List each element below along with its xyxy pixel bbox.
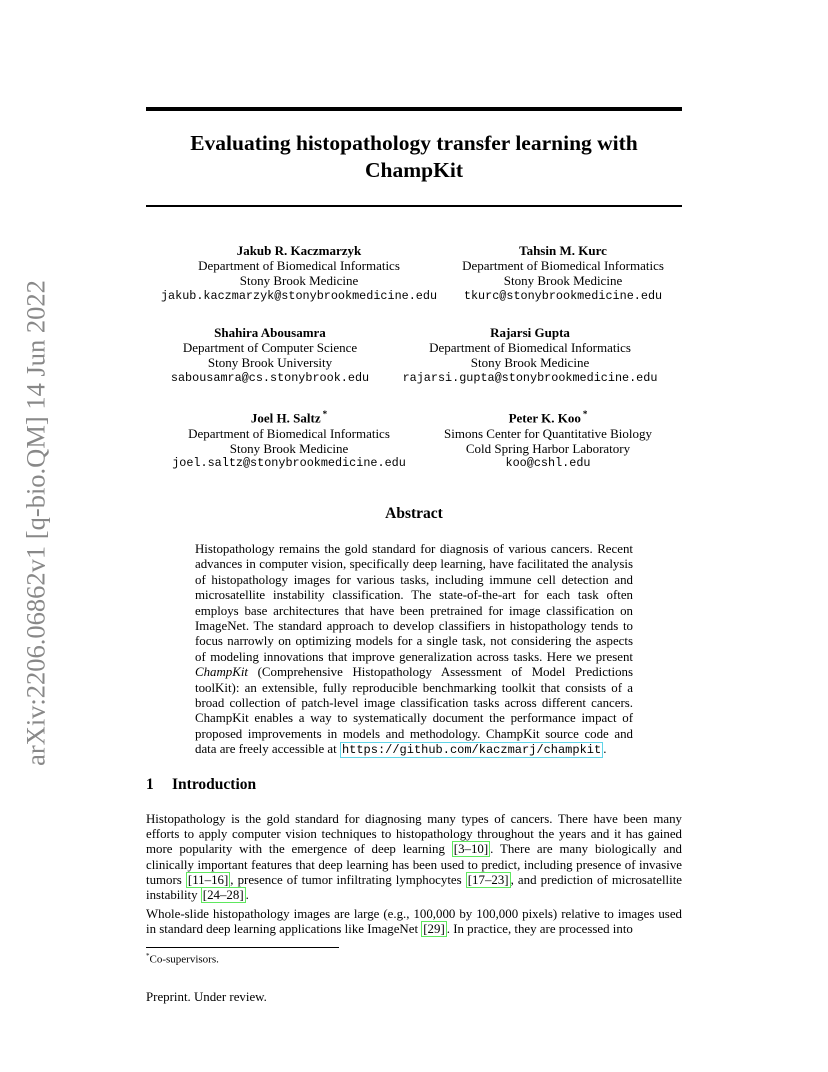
author-inst: Stony Brook Medicine [503, 273, 623, 289]
author-email[interactable]: joel.saltz@stonybrookmedicine.edu [172, 455, 406, 470]
abstract-heading: Abstract [385, 505, 443, 522]
title-line-2: ChampKit [365, 158, 463, 182]
body-text: . [245, 888, 249, 903]
co-supervisor-mark: * [322, 409, 328, 419]
abstract-text: Histopathology remains the gold standard for diagnosis of various cancers. Recent advances in computer vision, specifically deep learning, have facilitated the analysis of histopathology images for various tasks, including immune cell detection and microsatellite instability classification. The state-of-the-art for each task often employs base architectures that have been pretrained for image classification on ImageNet. The standard approach to develop classifiers in histopathology tends to focus narrowly on optimizing models for a single task, not considering the aspects of modeling innovations that improve generalization across tasks. Here we present [195, 542, 633, 664]
body-text: . There are many biologically and clinically important features that deep learning has been used to predict, including presence of invasive tumors [146, 842, 682, 887]
author-dept: Department of Biomedical Informatics [429, 340, 631, 356]
author-inst: Cold Spring Harbor Laboratory [465, 440, 631, 456]
github-link[interactable]: https://github.com/kaczmarj/champkit [341, 743, 602, 758]
abstract-text: . [603, 742, 607, 757]
intro-paragraph-2 [146, 907, 682, 937]
title-bottom-rule [146, 205, 682, 207]
author-dept: Department of Biomedical Informatics [462, 258, 664, 274]
author-block [172, 407, 406, 471]
author-inst: Stony Brook Medicine [470, 355, 590, 371]
author-block [403, 325, 658, 386]
footnote-rule [146, 947, 339, 948]
author-email[interactable]: koo@cshl.edu [505, 455, 591, 470]
author-name: Tahsin M. Kurc [519, 243, 607, 258]
co-supervisor-mark: * [582, 409, 588, 419]
abstract-text: (Comprehensive Histopathology Assessment of Model Predictions toolKit): an extensible, fully reproducible benchmarking toolkit that consists of a broad collection of patch-level image classification tasks across different cancers. ChampKit enables a way to systematically document the performance impact of proposed improvements in models and methodology. ChampKit source code and data are freely accessible at [195, 665, 633, 757]
title-top-rule [146, 107, 682, 111]
intro-paragraph-1 [146, 812, 682, 903]
citation-link[interactable]: [3–10] [453, 842, 489, 857]
author-dept: Department of Computer Science [182, 340, 358, 356]
author-email[interactable]: jakub.kaczmarzyk@stonybrookmedicine.edu [160, 288, 438, 303]
section-number: 1 [146, 776, 154, 793]
citation-link[interactable]: [29] [423, 922, 445, 937]
citation-link[interactable]: [11–16] [187, 872, 229, 887]
author-block [444, 407, 652, 471]
author-dept: Department of Biomedical Informatics [198, 258, 400, 274]
body-text: Whole-slide histopathology images are large (e.g., 100,000 by 100,000 pixels) relative to images used in standard deep learning applications like ImageNet [146, 907, 682, 937]
title-line-1: Evaluating histopathology transfer learning with [190, 131, 638, 155]
footnote [146, 950, 219, 967]
author-inst: Stony Brook Medicine [229, 440, 349, 456]
citation-link[interactable]: [17–23] [467, 872, 509, 887]
section-title: Introduction [172, 776, 257, 793]
author-email[interactable]: tkurc@stonybrookmedicine.edu [463, 288, 663, 303]
author-inst: Stony Brook Medicine [239, 273, 359, 289]
author-name: Shahira Abousamra [214, 325, 326, 340]
author-name: Peter K. Koo [508, 410, 581, 426]
author-email[interactable]: rajarsi.gupta@stonybrookmedicine.edu [402, 370, 658, 385]
author-name: Joel H. Saltz [250, 410, 321, 426]
abstract-body [195, 542, 633, 759]
champkit-name: ChampKit [195, 665, 249, 680]
arxiv-sidebar-stamp [8, 267, 64, 779]
arxiv-id: arXiv:2206.06862v1 [q-bio.QM] 14 Jun 2022 [20, 280, 51, 766]
author-email[interactable]: sabousamra@cs.stonybrook.edu [170, 370, 370, 385]
footnote-mark: * [146, 952, 150, 960]
author-name: Rajarsi Gupta [490, 325, 570, 340]
author-block [462, 243, 664, 304]
section-heading [146, 776, 256, 794]
author-block [161, 243, 437, 304]
author-dept: Department of Biomedical Informatics [188, 425, 390, 441]
body-text: Histopathology is the gold standard for diagnosing many types of cancers. There have been many efforts to apply computer vision techniques to histopathology throughout the years and it has gained more popularity with the emergence of deep learning [146, 812, 682, 857]
body-text: , and prediction of microsatellite instability [146, 872, 682, 903]
author-dept: Simons Center for Quantitative Biology [444, 425, 652, 441]
author-name-row [444, 407, 652, 426]
preprint-note: Preprint. Under review. [146, 990, 267, 1004]
body-text: , presence of tumor infiltrating lymphocytes [230, 872, 466, 887]
body-text: . In practice, they are processed into [446, 922, 633, 937]
author-name: Jakub R. Kaczmarzyk [236, 243, 362, 258]
author-inst: Stony Brook University [207, 355, 333, 371]
author-name-row [172, 407, 406, 426]
paper-title [146, 130, 682, 184]
footnote-text: Co-supervisors. [149, 953, 219, 966]
author-block [171, 325, 369, 386]
citation-link[interactable]: [24–28] [202, 888, 244, 903]
